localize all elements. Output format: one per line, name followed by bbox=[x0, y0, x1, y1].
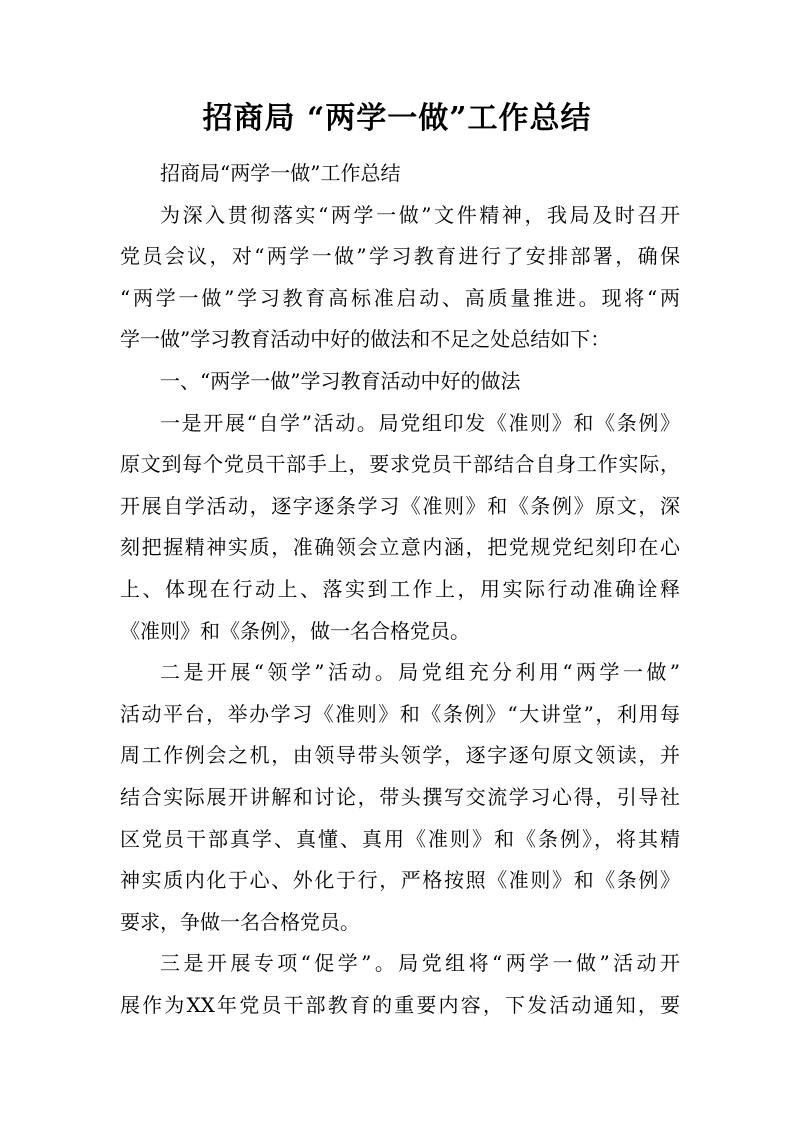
paragraph-line: 开展自学活动，逐字逐条学习《准则》和《条例》原文，深 bbox=[120, 493, 680, 518]
paragraph-line: 刻把握精神实质，准确领会立意内涵，把党规党纪刻印在心 bbox=[120, 535, 680, 560]
paragraph-line: 原文到每个党员干部手上，要求党员干部结合自身工作实际， bbox=[120, 452, 680, 477]
paragraph-line: 一是开展“自学”活动。局党组印发《准则》和《条例》 bbox=[160, 410, 680, 435]
paragraph-line: 活动平台，举办学习《准则》和《条例》“大讲堂”，利用每 bbox=[120, 701, 680, 726]
paragraph-line: 为深入贯彻落实“两学一做”文件精神，我局及时召开 bbox=[160, 202, 680, 227]
paragraph-line: 神实质内化于心、外化于行，严格按照《准则》和《条例》 bbox=[120, 868, 680, 893]
paragraph-line: “两学一做”学习教育高标准启动、高质量推进。现将“两 bbox=[120, 285, 680, 310]
document-title: 招商局 “两学一做”工作总结 bbox=[202, 101, 592, 136]
paragraph-line: 区党员干部真学、真懂、真用《准则》和《条例》，将其精 bbox=[120, 826, 680, 851]
paragraph-line: 周工作例会之机，由领导带头领学，逐字逐句原文领读，并 bbox=[120, 743, 680, 768]
subtitle-line: 招商局“两学一做”工作总结 bbox=[160, 161, 401, 185]
paragraph-line: 三是开展专项“促学”。局党组将“两学一做”活动开 bbox=[160, 951, 680, 976]
section-heading: 一、“两学一做”学习教育活动中好的做法 bbox=[160, 368, 521, 393]
paragraph-line: 要求，争做一名合格党员。 bbox=[120, 909, 360, 934]
paragraph-line: 党员会议，对“两学一做”学习教育进行了安排部署，确保 bbox=[120, 244, 680, 269]
paragraph-line: 展作为XX年党员干部教育的重要内容，下发活动通知，要 bbox=[120, 992, 680, 1017]
paragraph-line: 上、体现在行动上、落实到工作上，用实际行动准确诠释 bbox=[120, 576, 680, 601]
paragraph-line: 结合实际展开讲解和讨论，带头撰写交流学习心得，引导社 bbox=[120, 784, 680, 809]
paragraph-line: 《准则》和《条例》，做一名合格党员。 bbox=[120, 618, 470, 643]
document-body bbox=[120, 153, 680, 1026]
paragraph-line: 学一做”学习教育活动中好的做法和不足之处总结如下： bbox=[120, 327, 611, 352]
paragraph-line: 二是开展“领学”活动。局党组充分利用“两学一做” bbox=[160, 660, 680, 685]
